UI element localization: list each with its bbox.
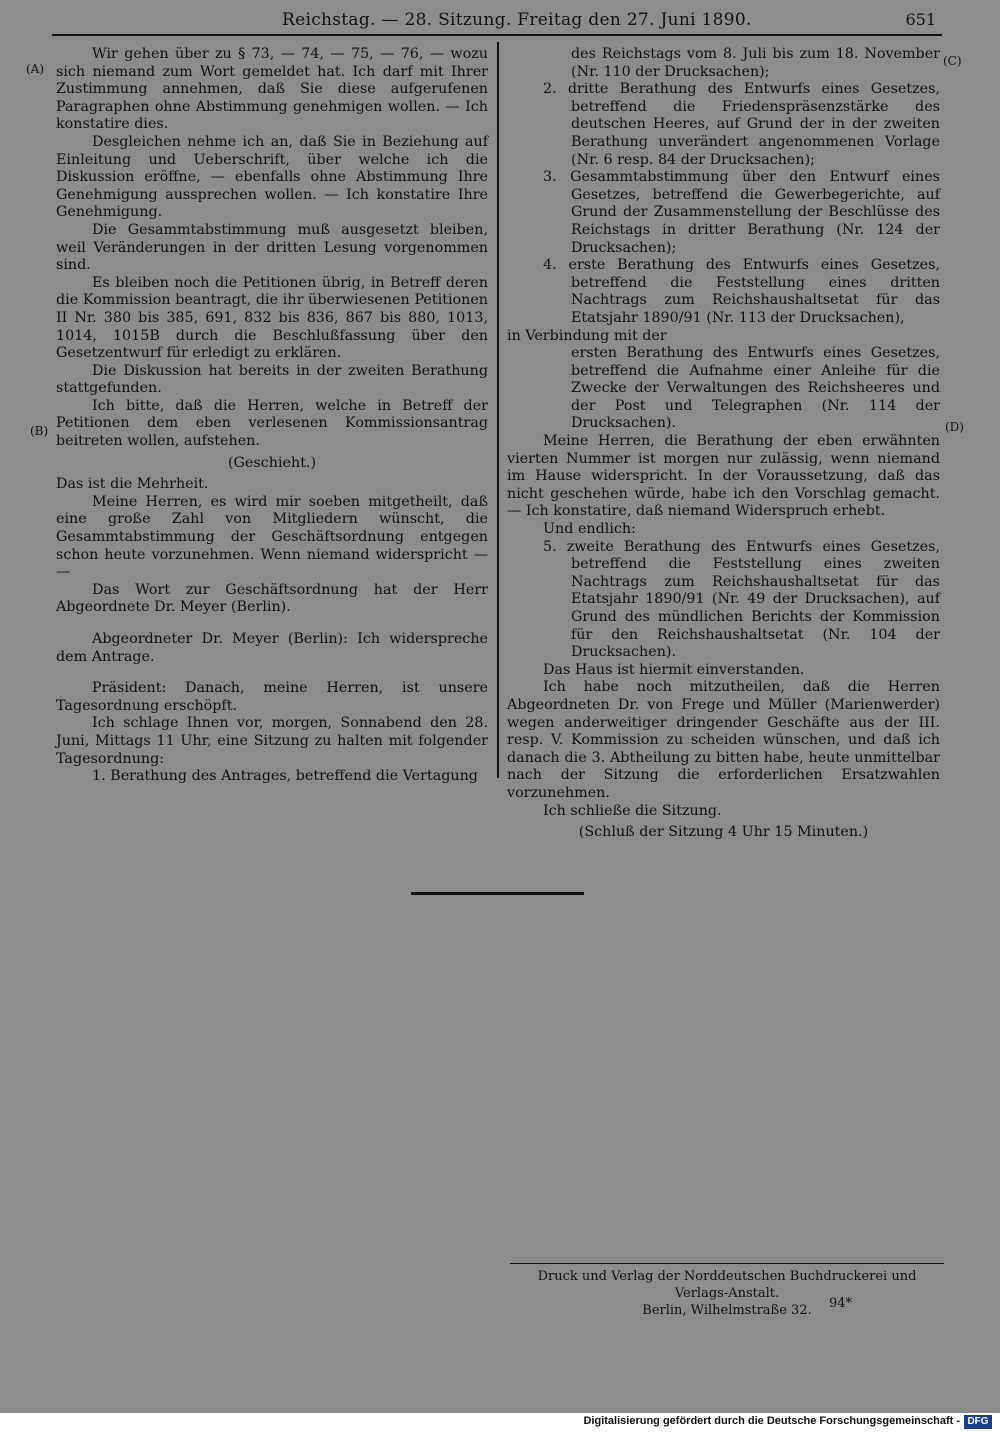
right-column [507,46,940,842]
agenda-item-3: 3. Gesammtabstimmung über den Entwurf eines Gesetzes, betreffend die Gewerbegerichte, auf Grund der Zusammenstellung der Beschlüsse des Reichstags in dritter Berathung (Nr. 124 der Drucksachen); [543,169,940,256]
paragraph: Es bleiben noch die Petitionen übrig, in Betreff deren die Kommission beantragt, die ihr überwiesenen Petitionen II Nr. 380 bis 385, 691, 832 bis 836, 867 bis 880, 1013, 1014, 1015B durch die Beschlußfassung über den Gesetzentwurf für erledigt zu erklären. [56,274,488,362]
imprint [510,1268,944,1319]
agenda-item-1: 1. Berathung des Antrages, betreffend die Vertagung [92,768,478,785]
speaker-paragraph: Abgeordneter Dr. Meyer (Berlin): Ich widerspreche dem Antrage. [56,631,488,665]
credit-text: Digitalisierung gefördert durch die Deutsche Forschungsgemeinschaft - [583,1415,960,1427]
paragraph: in Verbindung mit der [507,327,667,344]
session-close: (Schluß der Sitzung 4 Uhr 15 Minuten.) [578,824,869,841]
column-divider [497,42,499,778]
margin-mark-d: (D) [945,420,964,434]
footer-rule [510,1263,944,1264]
paragraph: Das Wort zur Geschäftsordnung hat der Herr Abgeordnete Dr. Meyer (Berlin). [56,581,488,616]
left-column [56,46,488,786]
agenda-item-continuation: des Reichstags vom 8. Juli bis zum 18. November (Nr. 110 der Drucksachen); [571,46,940,80]
agenda-item-4: 4. erste Berathung des Entwurfs eines Gesetzes, betreffend die Feststellung eines dritten Nachtrags zum Reichshaushaltsetat für das Etatsjahr 1890/91 (Nr. 113 der Drucksachen), [543,257,940,326]
section-end-rule [411,892,584,895]
paragraph: Ich habe noch mitzutheilen, daß die Herren Abgeordneten Dr. von Frege und Müller (Marienwerder) wegen anderweitiger dringender Geschäfte aus der III. resp. V. Kommission zu scheiden wünschen, und daß ich danach die 3. Abtheilung zu bitten habe, heute unmittelbar nach der Sitzung die erforderlichen Ersatzwahlen vorzunehmen. [507,679,940,801]
page-number: 651 [905,10,936,29]
paragraph: Ich bitte, daß die Herren, welche in Betreff der Petitionen dem eben verlesenen Kommissionsantrag beitreten wollen, aufstehen. [56,397,488,450]
paragraph: Meine Herren, die Berathung der eben erwähnten vierten Nummer ist morgen nur zulässig, wenn niemand im Hause widerspricht. In der Voraussetzung, daß das nicht geschehen würde, habe ich den Vorschlag gemacht. — Ich konstatire, daß niemand Widerspruch erhebt. [507,433,940,520]
paragraph: Die Gesammtabstimmung muß ausgesetzt bleiben, weil Veränderungen in der dritten Lesung vorgenommen sind. [56,221,488,274]
paragraph: Meine Herren, es wird mir soeben mitgetheilt, daß eine große Zahl von Mitgliedern wünscht, die Gesammtabstimmung der Geschäftsordnung entgegen schon heute vorzunehmen. Wenn niemand widerspricht — — [56,493,488,581]
header-title: Reichstag. — 28. Sitzung. Freitag den 27. Juni 1890. [282,10,752,30]
agenda-item-4-linked: ersten Berathung des Entwurfs eines Gesetzes, betreffend die Aufnahme einer Anleihe für die Zwecke der Verwaltungen des Reichsheeres und der Post und Telegraphen (Nr. 114 der Drucksachen). [571,345,940,432]
agenda-item-5: 5. zweite Berathung des Entwurfs eines Gesetzes, betreffend die Feststellung eines zweiten Nachtrags zum Reichshaushaltsetat für das Etatsjahr 1890/91 (Nr. 49 der Drucksachen), auf Grund des mündlichen Berichts der Kommission für den Reichshaushaltsetat (Nr. 104 der Drucksachen). [543,538,940,661]
margin-mark-b: (B) [30,424,49,438]
paragraph: Und endlich: [543,521,636,538]
sheet-number: 94* [829,1296,853,1311]
credit-bar [0,1413,1000,1432]
paragraph: Wir gehen über zu § 73, — 74, — 75, — 76, — wozu sich niemand zum Wort gemeldet hat. Ich darf mit Ihrer Zustimmung annehmen, daß Sie diese aufgerufenen Paragraphen ohne Abstimmung genehmigen wollen. — Ich konstatire dies. [56,46,488,133]
agenda-item-2: 2. dritte Berathung des Entwurfs eines Gesetzes, betreffend die Friedenspräsenzstärke des deutschen Heeres, auf Grund der in der zweiten Berathung unverändert angenommenen Vorlage (Nr. 6 resp. 84 der Drucksachen); [543,81,940,168]
stage-direction: (Geschieht.) [227,454,317,471]
margin-mark-a: (A) [26,62,45,76]
dfg-logo: DFG [964,1415,992,1429]
margin-mark-c: (C) [943,54,962,68]
paragraph: Die Diskussion hat bereits in der zweiten Berathung stattgefunden. [56,362,488,397]
paragraph: Das ist die Mehrheit. [56,476,209,493]
paragraph: Desgleichen nehme ich an, daß Sie in Beziehung auf Einleitung und Ueberschrift, über welche ich die Diskussion eröffne, — ebenfalls ohne Abstimmung Ihre Genehmigung aussprechen wollen. — Ich konstatire Ihre Genehmigung. [56,133,488,221]
imprint-line-1: Druck und Verlag der Norddeutschen Buchdruckerei und Verlags-Anstalt. [537,1269,917,1301]
page-header [52,8,942,36]
imprint-line-2: Berlin, Wilhelmstraße 32. [642,1303,812,1318]
president-paragraph: Präsident: Danach, meine Herren, ist unsere Tagesordnung erschöpft. [56,680,488,714]
paragraph: Das Haus ist hiermit einverstanden. [543,661,805,678]
paragraph: Ich schließe die Sitzung. [543,802,722,819]
paragraph: Ich schlage Ihnen vor, morgen, Sonnabend den 28. Juni, Mittags 11 Uhr, eine Sitzung zu halten mit folgender Tagesordnung: [56,715,488,767]
